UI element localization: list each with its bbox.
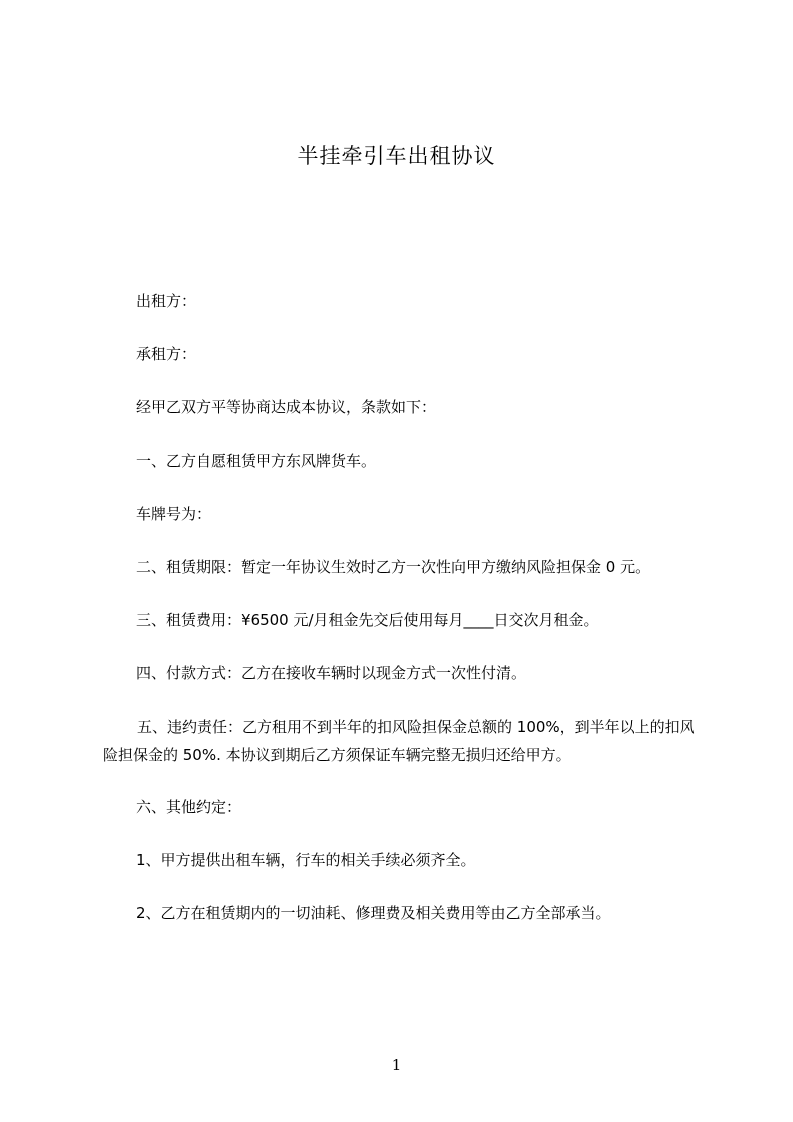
clause-4-payment-method: 四、付款方式：乙方在接收车辆时以现金方式一次性付清。: [136, 664, 527, 682]
page-number: 1: [391, 1056, 402, 1074]
agreement-intro: 经甲乙双方平等协商达成本协议，条款如下：: [136, 398, 437, 416]
clause-5-text: 五、违约责任：乙方租用不到半年的扣风险担保金总额的 100%，到半年以上的扣风险担保金的 50%. 本协议到期后乙方须保证车辆完整无损归还给甲方。: [103, 718, 695, 764]
clause-5-breach-liability: [103, 713, 703, 769]
clause-6-other-terms: 六、其他约定：: [136, 798, 242, 816]
document-title: 半挂牵引车出租协议: [297, 144, 496, 168]
lessor-line: 出租方：: [136, 292, 197, 310]
clause-6-item-2: 2、乙方在租赁期内的一切油耗、修理费及相关费用等由乙方全部承当。: [136, 904, 611, 922]
lessee-line: 承租方：: [136, 345, 197, 363]
clause-3-lease-fee: 三、租赁费用：¥6500 元/月租金先交后使用每月____日交次月租金。: [136, 611, 599, 629]
plate-number-line: 车牌号为：: [136, 505, 212, 523]
clause-2-lease-term: 二、租赁期限：暂定一年协议生效时乙方一次性向甲方缴纳风险担保金 0 元。: [136, 558, 651, 576]
clause-6-item-1: 1、甲方提供出租车辆，行车的相关手续必须齐全。: [136, 851, 476, 869]
clause-1: 一、乙方自愿租赁甲方东风牌货车。: [136, 452, 377, 470]
